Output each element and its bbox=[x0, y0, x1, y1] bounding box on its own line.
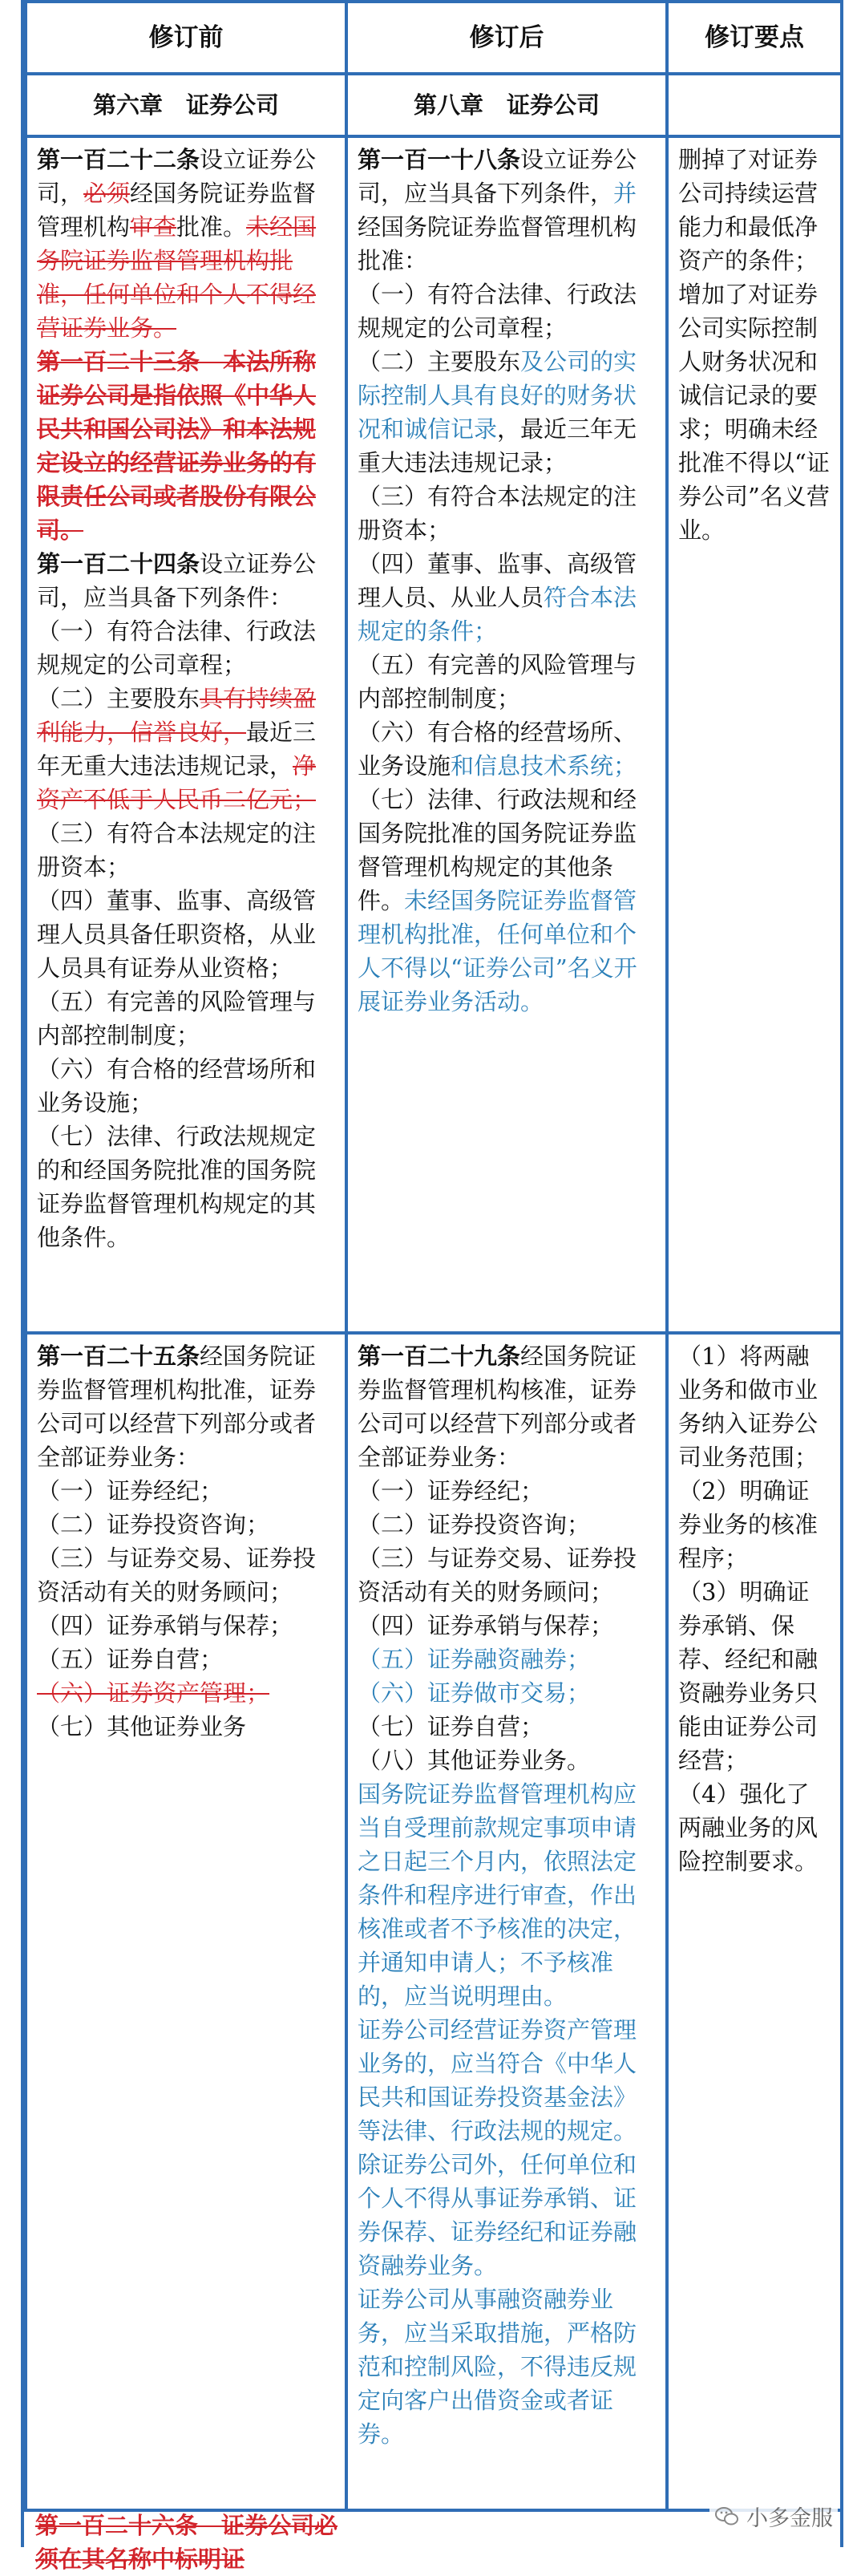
chapter-after: 第八章 证券公司 bbox=[346, 74, 667, 136]
text: 设立证券公司，应当具备下列条件， bbox=[358, 146, 637, 207]
deleted-text: 必须 bbox=[83, 180, 131, 207]
added-text: 并 bbox=[613, 180, 637, 207]
article-number: 第一百二十五条 bbox=[37, 1343, 200, 1370]
list-item: （一）证券经纪； bbox=[37, 1477, 224, 1505]
after-text bbox=[346, 136, 667, 1333]
before-text bbox=[26, 136, 346, 1333]
revision-notes bbox=[667, 1333, 842, 2510]
text: 经国务院证券监督管理机构 bbox=[37, 180, 317, 241]
text: （六）有合格的经营场所、业务设施 bbox=[358, 719, 637, 780]
text: 最近三年无重大违法违规记录， bbox=[37, 719, 317, 780]
list-item: （三）与证券交易、证券投资活动有关的财务顾问； bbox=[358, 1545, 637, 1606]
deleted-text: 净资产不低于人民币二亿元； bbox=[37, 752, 317, 813]
text: 经国务院证券监督管理机构核准，证券公司可以经营下列部分或者全部证券业务： bbox=[358, 1343, 637, 1471]
article-row-establishment bbox=[26, 136, 842, 1333]
added-text: 和信息技术系统； bbox=[451, 752, 637, 780]
text: 设立证券公司， bbox=[37, 146, 317, 207]
list-item: （四）证券承销与保荐； bbox=[37, 1612, 293, 1639]
note-item: （1）将两融业务和做市业务纳入证券公司业务范围； bbox=[678, 1343, 819, 1471]
deleted-text: 具有持续盈利能力，信誉良好， bbox=[37, 685, 317, 746]
added-paragraph: 证券公司经营证券资产管理业务的，应当符合《中华人民共和国证券投资基金法》等法律、行政法规的规定。除证券公司外，任何单位和个人不得从事证券承销、证券保荐、证券经纪和证券融资融券业务。 bbox=[358, 2016, 637, 2279]
list-item: （五）有完善的风险管理与内部控制制度； bbox=[37, 988, 317, 1049]
article-number: 第一百二十九条 bbox=[358, 1343, 521, 1370]
text: 设立证券公司，应当具备下列条件： bbox=[37, 550, 317, 611]
list-item: （二）证券投资咨询； bbox=[358, 1511, 591, 1538]
chapter-notes bbox=[667, 74, 842, 136]
list-item: （五）证券自营； bbox=[37, 1646, 224, 1673]
comparison-table bbox=[24, 0, 843, 2512]
list-item: （一）有符合法律、行政法规规定的公司章程； bbox=[37, 618, 317, 678]
list-item: （一）有符合法律、行政法规规定的公司章程； bbox=[358, 281, 637, 342]
header-notes: 修订要点 bbox=[667, 2, 842, 74]
revision-notes: 删掉了对证券公司持续运营能力和最低净资产的条件；增加了对证券公司实际控制人财务状况和诚信记录的要求；明确未经批准不得以“证券公司”名义营业。 bbox=[667, 136, 842, 1333]
text: ，最近三年无重大违法违规记录； bbox=[358, 415, 637, 476]
watermark bbox=[709, 2499, 838, 2533]
article-129 bbox=[358, 1339, 656, 1474]
list-item: （一）证券经纪； bbox=[358, 1477, 544, 1505]
before-text bbox=[26, 1333, 346, 2510]
list-item: （七）法律、行政法规规定的和经国务院批准的国务院证券监督管理机构规定的其他条件。 bbox=[37, 1123, 317, 1251]
text: （二）主要股东 bbox=[358, 348, 521, 375]
watermark-text: 小多金服 bbox=[746, 2506, 833, 2531]
after-text bbox=[346, 1333, 667, 2510]
article-number: 第一百一十八条 bbox=[358, 146, 521, 173]
wechat-icon bbox=[714, 2504, 740, 2529]
article-number: 第一百二十二条 bbox=[37, 146, 200, 173]
text: 经国务院证券监督管理机构批准： bbox=[358, 213, 637, 274]
text: （四）董事、监事、高级管理人员、从业人员 bbox=[358, 550, 637, 611]
list-item: （三）有符合本法规定的注册资本； bbox=[358, 483, 637, 544]
deleted-text: 未经国务院证券监督管理机构批准，任何单位和个人不得经营证券业务。 bbox=[37, 213, 317, 342]
list-item: （八）其他证券业务。 bbox=[358, 1747, 591, 1774]
text: （七）法律、行政法规和经国务院批准的国务院证券监督管理机构规定的其他条件。 bbox=[358, 786, 637, 914]
list-item: （五）有完善的风险管理与内部控制制度； bbox=[358, 651, 637, 712]
list-item: （六）有合格的经营场所和业务设施； bbox=[37, 1055, 317, 1116]
article-124 bbox=[37, 547, 335, 614]
added-text: 及公司的实际控制人具有良好的财务状况和诚信记录 bbox=[358, 348, 637, 443]
article-number: 第一百二十四条 bbox=[37, 550, 200, 577]
list-item: （三）与证券交易、证券投资活动有关的财务顾问； bbox=[37, 1545, 317, 1606]
list-item bbox=[358, 715, 656, 783]
note-item: （4）强化了两融业务的风险控制要求。 bbox=[678, 1780, 819, 1875]
list-item bbox=[358, 345, 656, 480]
header-row bbox=[26, 2, 842, 74]
text: 经国务院证券监督管理机构批准，证券公司可以经营下列部分或者全部证券业务： bbox=[37, 1343, 317, 1471]
list-item: （七）其他证券业务 bbox=[37, 1713, 247, 1740]
list-item: （二）证券投资咨询； bbox=[37, 1511, 270, 1538]
list-item: （四）董事、监事、高级管理人员具备任职资格，从业人员具有证券从业资格； bbox=[37, 887, 317, 982]
article-125 bbox=[37, 1339, 335, 1474]
text: （二）主要股东 bbox=[37, 685, 200, 712]
deleted-text: 审查 bbox=[130, 213, 177, 241]
article-126-partial: 第一百二十六条 证券公司必须在其名称中标明证 bbox=[35, 2512, 338, 2573]
added-list-item: （六）证券做市交易； bbox=[358, 1679, 591, 1707]
list-item bbox=[358, 783, 656, 1019]
article-123-deleted: 第一百二十三条 本法所称证券公司是指依照《中华人民共和国公司法》和本法规定设立的经营证券业务的有限责任公司或者股份有限公司。 bbox=[37, 348, 317, 544]
added-list-item: （五）证券融资融券； bbox=[358, 1646, 591, 1673]
chapter-before: 第六章 证券公司 bbox=[26, 74, 346, 136]
deleted-list-item: （六）证券资产管理； bbox=[37, 1679, 270, 1707]
article-row-business-scope bbox=[26, 1333, 842, 2510]
added-text: 符合本法规定的条件； bbox=[358, 584, 637, 645]
header-before: 修订前 bbox=[26, 2, 346, 74]
note-item: （2）明确证券业务的核准程序； bbox=[678, 1477, 819, 1572]
list-item: （七）证券自营； bbox=[358, 1713, 544, 1740]
article-122 bbox=[37, 143, 335, 345]
list-item bbox=[358, 547, 656, 648]
added-paragraph: 国务院证券监督管理机构应当自受理前款规定事项申请之日起三个月内，依照法定条件和程序进行审查，作出核准或者不予核准的决定，并通知申请人；不予核准的，应当说明理由。 bbox=[358, 1780, 637, 2010]
text: 批准。 bbox=[176, 213, 247, 241]
added-text: 未经国务院证券监督管理机构批准，任何单位和个人不得以“证券公司”名义开展证券业务活动。 bbox=[358, 887, 637, 1015]
list-item bbox=[37, 682, 335, 816]
chapter-row bbox=[26, 74, 842, 136]
comparison-document bbox=[21, 0, 843, 2573]
added-paragraph: 证券公司从事融资融券业务，应当采取措施，严格防范和控制风险，不得违反规定向客户出借资金或者证券。 bbox=[358, 2286, 637, 2448]
note-item: （3）明确证券承销、保荐、经纪和融资融券业务只能由证券公司经营； bbox=[678, 1578, 819, 1774]
list-item: （四）证券承销与保荐； bbox=[358, 1612, 614, 1639]
list-item: （三）有符合本法规定的注册资本； bbox=[37, 820, 317, 881]
header-after: 修订后 bbox=[346, 2, 667, 74]
article-118 bbox=[358, 143, 656, 277]
